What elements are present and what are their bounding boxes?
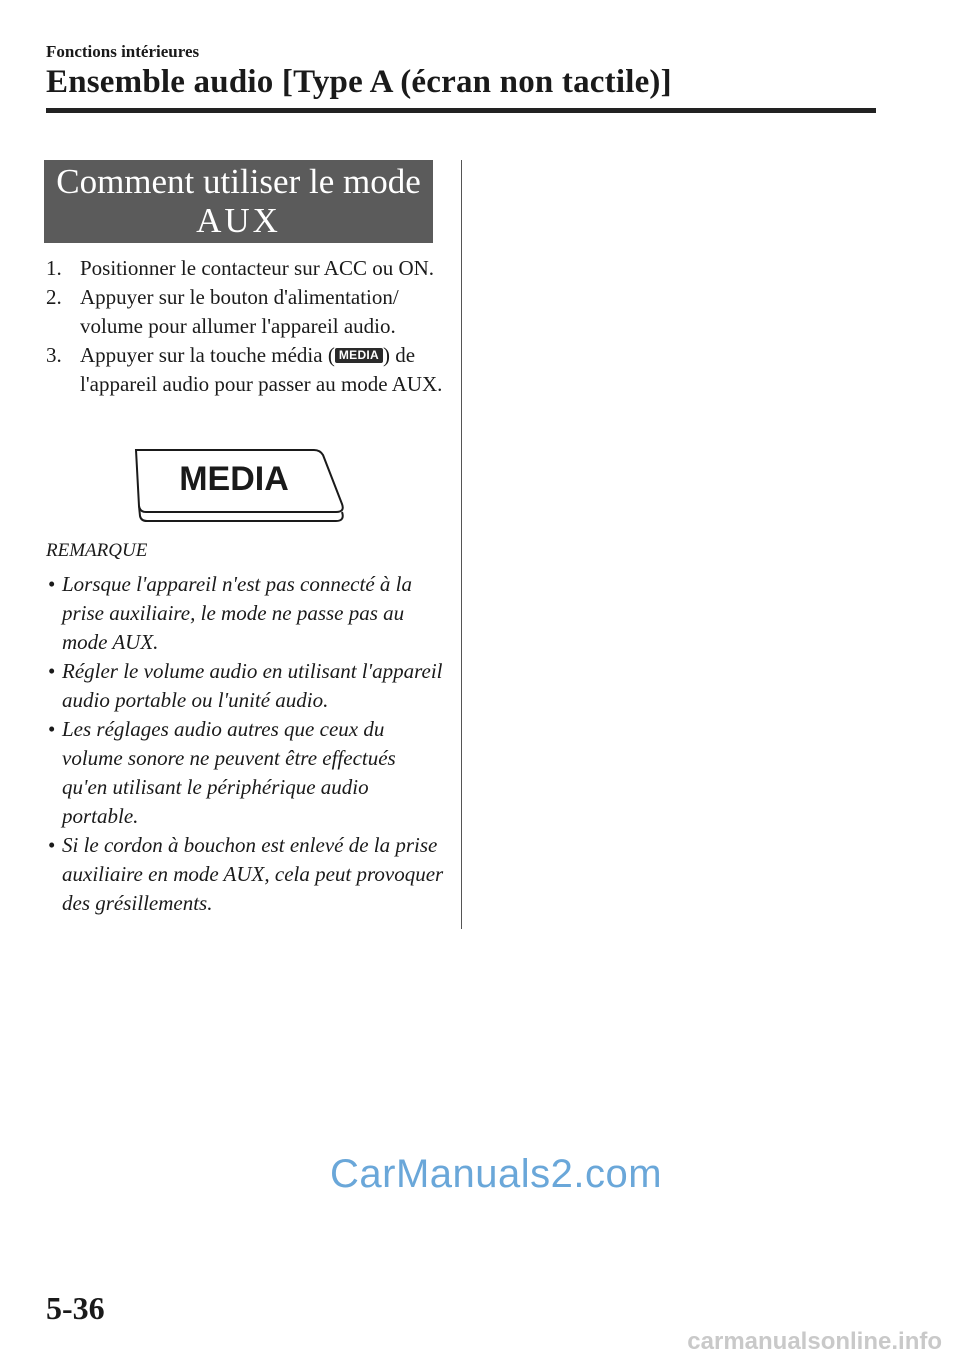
note-item — [46, 715, 446, 831]
step-item — [46, 341, 446, 399]
media-button-icon: MEDIA — [335, 348, 383, 363]
step-number: 3. — [46, 343, 62, 367]
heading-line-1: Comment utiliser le mode — [56, 162, 421, 201]
step-text: Positionner le contacteur sur ACC ou ON. — [80, 256, 435, 280]
media-button-icon — [128, 446, 348, 526]
step-text-before: Appuyer sur la touche média ( — [80, 343, 335, 367]
step-item — [46, 283, 446, 341]
step-text: Appuyer sur le bouton d'alimentation/ volume pour allumer l'appareil audio. — [80, 285, 399, 338]
watermark: CarManuals2.com — [330, 1152, 663, 1196]
column-divider — [461, 160, 462, 929]
step-text-after: ) de l'appareil audio pour passer au mode AUX. — [80, 343, 443, 396]
notes-list — [46, 570, 446, 918]
heading-line-2: AUX — [196, 201, 281, 240]
section-label: Fonctions intérieures — [46, 42, 200, 61]
note-text: Les réglages audio autres que ceux du volume sonore ne peuvent être effectués qu'en utilisant le périphérique audio portable. — [62, 717, 396, 828]
page-number: 5-36 — [46, 1290, 105, 1326]
step-number: 2. — [46, 285, 62, 309]
bullet: • — [48, 833, 56, 857]
note-text: Si le cordon à bouchon est enlevé de la prise auxiliaire en mode AUX, cela peut provoquer des grésillements. — [62, 833, 444, 915]
note-title: REMARQUE — [46, 540, 148, 561]
bullet: • — [48, 717, 56, 741]
note-item — [46, 570, 446, 657]
note-text: Lorsque l'appareil n'est pas connecté à la prise auxiliaire, le mode ne passe pas au mode AUX. — [62, 572, 412, 654]
steps-list — [46, 254, 446, 399]
step-item — [46, 254, 446, 283]
step-number: 1. — [46, 256, 62, 280]
bullet: • — [48, 659, 56, 683]
media-button-illustration — [128, 446, 348, 531]
header-rule — [46, 108, 876, 113]
note-text: Régler le volume audio en utilisant l'appareil audio portable ou l'unité audio. — [62, 659, 443, 712]
media-button-label: MEDIA — [179, 460, 289, 498]
note-item — [46, 657, 446, 715]
bullet: • — [48, 572, 56, 596]
note-item — [46, 831, 446, 918]
chapter-title: Ensemble audio [Type A (écran non tactile)] — [46, 64, 672, 100]
site-watermark: carmanualsonline.info — [687, 1328, 942, 1355]
section-heading — [44, 160, 433, 243]
